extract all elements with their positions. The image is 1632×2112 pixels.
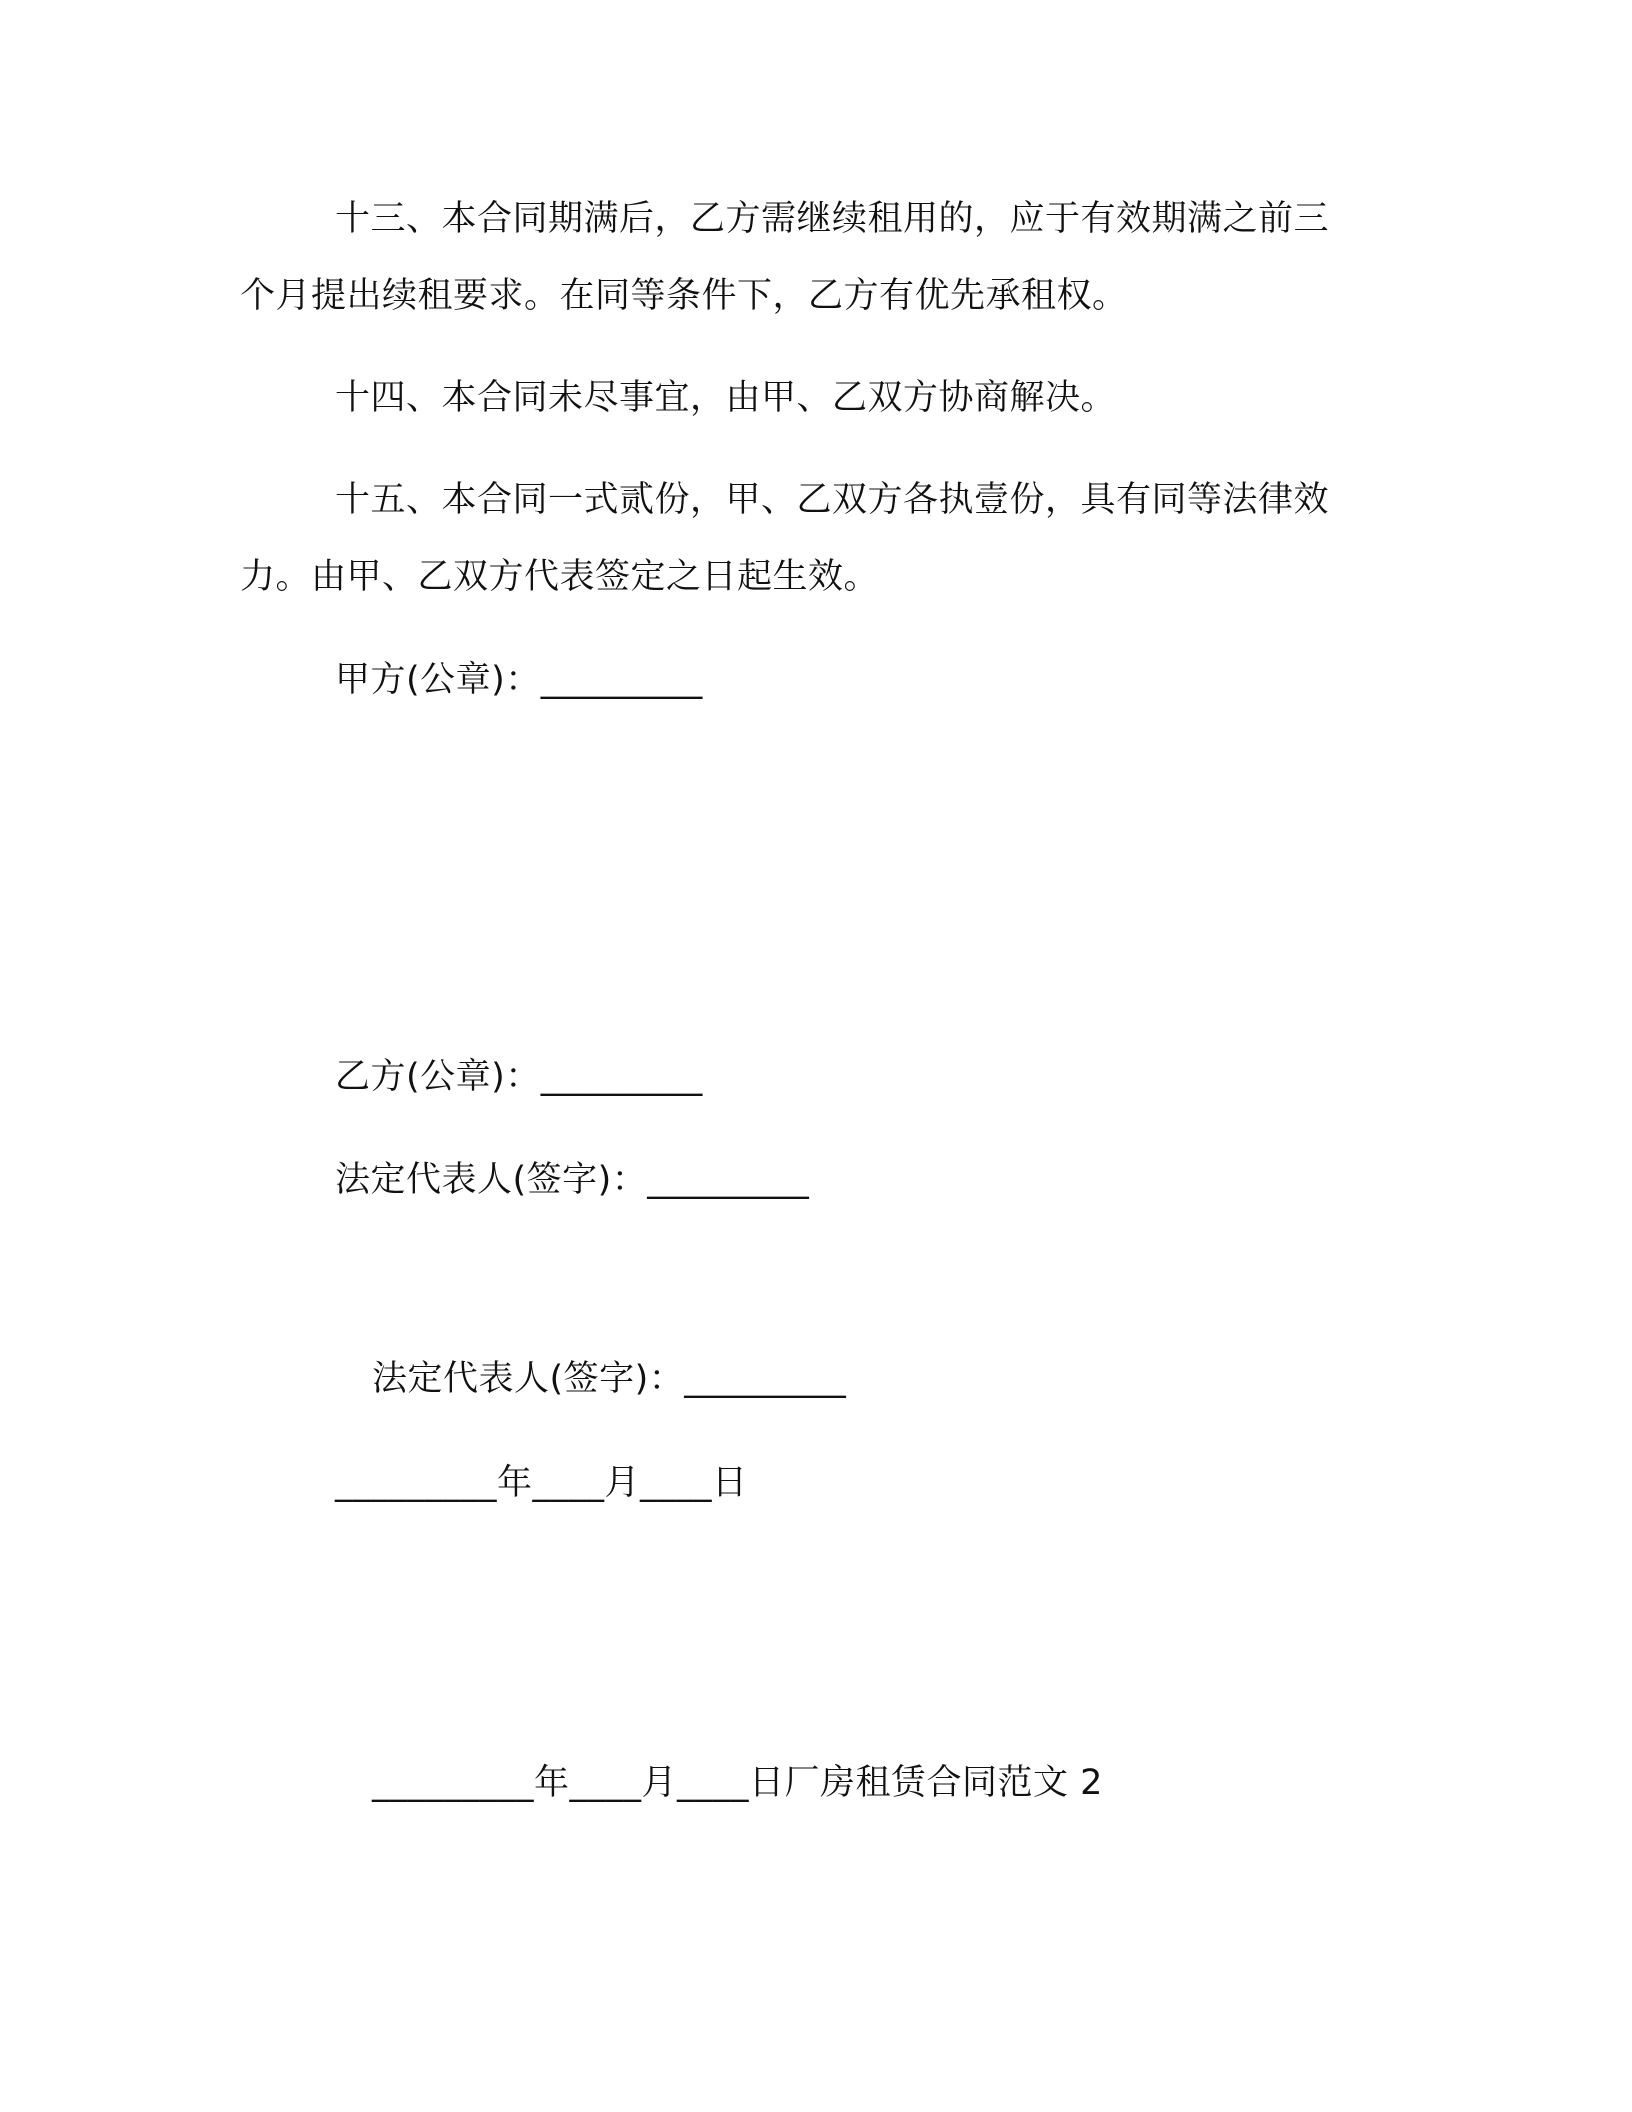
- date-line-1: _________年____月____日: [335, 1463, 748, 1503]
- legal-representative-signature-2: 法定代表人(签字)：_________: [372, 1359, 847, 1399]
- clause-13-line-2: 个月提出续租要求。在同等条件下，乙方有优先承租权。: [240, 276, 1128, 316]
- clause-13-line-1: 十三、本合同期满后，乙方需继续租用的，应于有效期满之前三: [335, 199, 1330, 239]
- clause-15-line-2: 力。由甲、乙双方代表签定之日起生效。: [240, 557, 880, 597]
- date-line-2-with-next-title: _________年____月____日厂房租赁合同范文 2: [372, 1763, 1103, 1803]
- clause-14: 十四、本合同未尽事宜，由甲、乙双方协商解决。: [335, 378, 1117, 418]
- clause-15-line-1: 十五、本合同一式贰份，甲、乙双方各执壹份，具有同等法律效: [335, 480, 1330, 520]
- party-a-seal-line: 甲方(公章)：_________: [335, 660, 703, 700]
- legal-representative-signature-1: 法定代表人(签字)：_________: [335, 1160, 810, 1200]
- party-b-seal-line: 乙方(公章)：_________: [335, 1057, 703, 1097]
